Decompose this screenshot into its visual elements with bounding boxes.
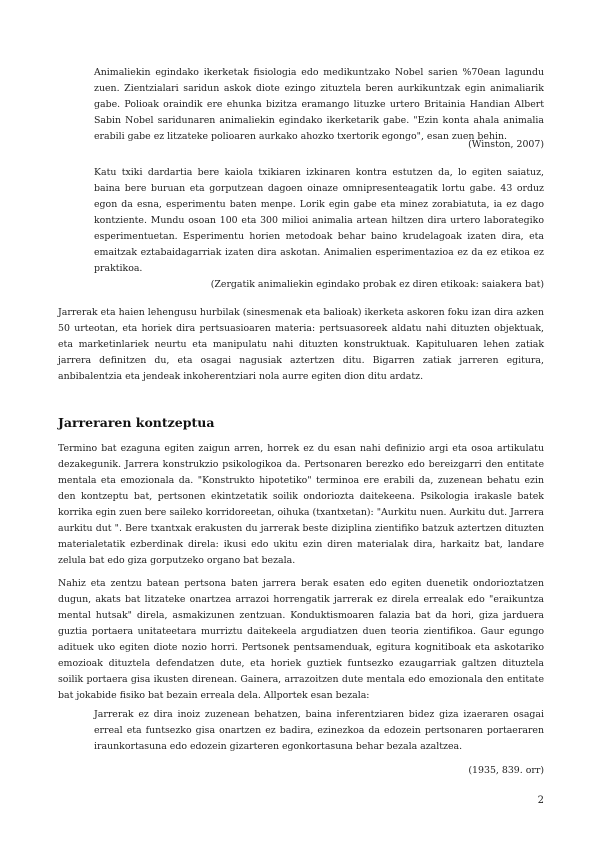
section-paragraph-definition: Termino bat ezaguna egiten zaigun arren, horrek ez du esan nahi definizio argi eta osoa artikulatu dezakegunik. Jarrera konstrukzio psikologikoa da. Pertsonaren berezko edo bereizgarri den entitate mentala eta emozionala da. "Konstrukto hipotetiko" terminoa ere erabili da, zuzenean behatu ezin den kontzeptu bat, pertsonen ekintzetatik soilik ondoriozta daitekeena. Psikologia irakasle batek korrika egin zuen bere saileko korridoreetan, oihuka (txantxetan): "Aurkitu nuen. Aurkitu dut. Jarrera aurkitu dut ". Bere txantxak erakusten du jarrerak beste diziplina zientifiko batzuk aztertzen dituzten materialetatik ezberdinak direla: ikusi edo ukitu ezin diren materialak dira, harkaitz bat, landare zelula bat edo giza gorputzeko organo bat bezala. (58, 443, 544, 566)
quote-nobel-research: Animaliekin egindako ikerketak fisiologia edo medikuntzako Nobel sarien %70ean lagundu zuen. Zientzialari saridun askok diote ezingo zituztela beren aurkikuntzak egin animaliarik gabe. Polioak oraindik ere ehunka bizitza eramango lituzke urtero Britainia Handian Albert Sabin Nobel saridunaren animaliekin egindako ikerketarik gabe. "Ezin konta ahala animalia erabili gabe ez litzateke polioaren aurkako ahozko txertorik egongo", esan zuen behin. (94, 67, 544, 142)
quote-citation-allport: (1935, 839. orr) (468, 765, 544, 776)
quote-kitten-experiment: Katu txiki dardartia bere kaiola txikiaren izkinaren kontra estutzen da, lo egiten saiatuz, baina bere buruan eta gorputzean dagoen oinaze omnipresenteagatik lortu gabe. 43 orduz egon da esna, esperimentu baten menpe. Lorik egin gabe eta minez zorabiatuta, ia ez dago kontziente. Mundu osoan 100 eta 300 milioi animalia artean hiltzen dira urtero laborategiko esperimentuetan. Esperimentu horien metodoak behar baino krudelagoak izaten dira, eta emaitzak eztabaidagarriak izaten dira askotan. Animalien esperimentazioa ez da ez etikoa ez praktikoa. (94, 167, 544, 274)
quote-citation-essay: (Zergatik animaliekin egindako probak ez diren etikoak: saiakera bat) (210, 279, 544, 290)
section-heading: Jarreraren kontzeptua (58, 415, 215, 430)
intro-paragraph: Jarrerak eta haien lehengusu hurbilak (sinesmenak eta balioak) ikerketa askoren foku izan dira azken 50 urteotan, eta horiek dira pertsuasioaren materia: pertsuasoreek aldatu nahi dituzten objektuak, eta marketinlariek neurtu eta manipulatu nahi dituzten konstruktuak. Kapituluaren lehen zatiak jarrera definitzen du, eta osagai nagusiak aztertzen ditu. Bigarren zatiak jarreren egitura, anbibalentzia eta jendeak inkoherentziari nola aurre egiten dion ditu ardatz. (58, 307, 544, 382)
section-paragraph-behaviorism: Nahiz eta zentzu batean pertsona baten jarrera berak esaten edo egiten duenetik ondorioztatzen dugun, akats bat litzateke onartzea arrazoi horrengatik jarrerak ez direla errealak edo "eraikuntza mental hutsak" direla, asmakizunen zentzuan. Konduktismoaren falazia bat da hori, giza jarduera guztia portaera unitateetara murriztu daitekeela argudiatzen duen teoria zientifikoa. Gaur egungo adituek uko egiten diote nozio horri. Pertsonek pentsamenduak, egitura kognitiboak eta askotariko emozioak dituztela defendatzen dute, eta horiek guztiek funtsezko ezaugarriak galtzen dituztela soilik portaera gisa ikusten direnean. Gainera, arrazoitzen dute mentala edo emozionala den entitate bat jokabide fisiko bat bezain erreala dela. Allportek esan bezala: (58, 578, 544, 701)
quote-allport: Jarrerak ez dira inoiz zuzenean behatzen, baina inferentziaren bidez giza izaeraren osagai erreal eta funtsezko gisa onartzen ez badira, ezinezkoa da edozein pertsonaren portaeraren iraunkortasuna edo edozein gizarteren egonkortasuna behar bezala azaltzea. (94, 709, 544, 752)
quote-citation-winston: (Winston, 2007) (468, 139, 544, 150)
page-number: 2 (537, 795, 544, 806)
